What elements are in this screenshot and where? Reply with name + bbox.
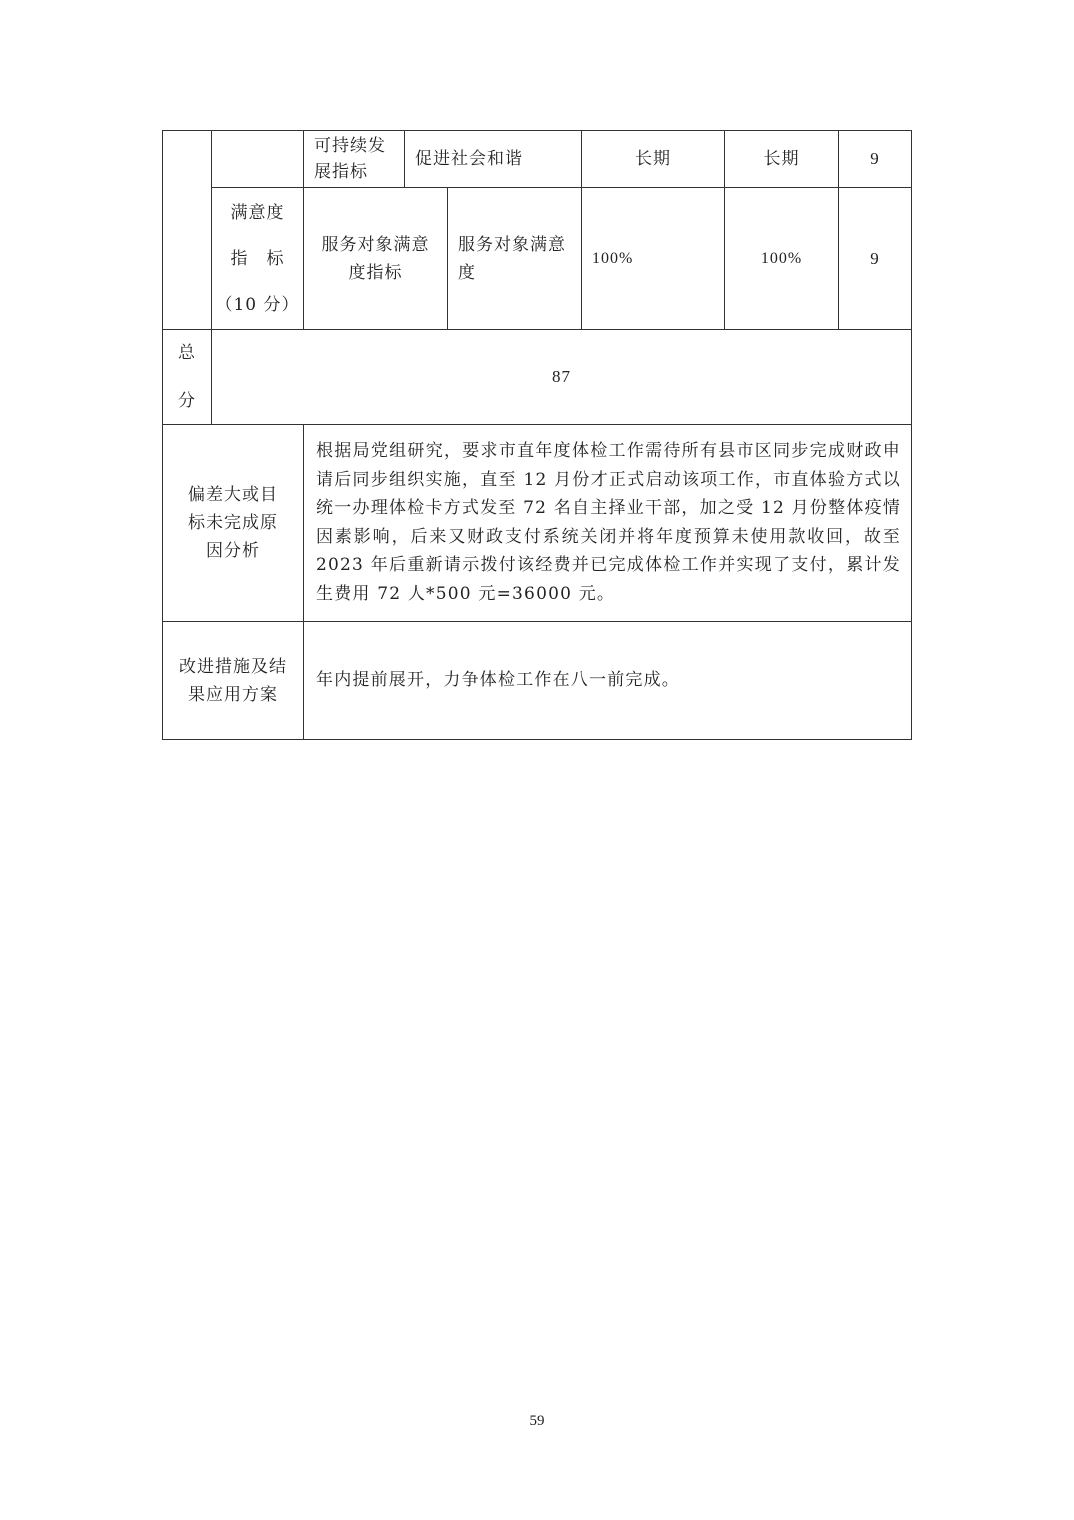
total-label-line1: 总 [178,343,196,363]
deviation-text-cell [303,424,912,622]
satisfaction-secondary-indicator-text: 服务对象满意度指标 [321,234,430,283]
target-value-cell [581,130,725,188]
improvement-text: 年内提前展开，力争体检工作在八一前完成。 [316,670,680,690]
improvement-text-cell [303,621,912,740]
total-score-value: 87 [552,367,571,386]
satisfaction-primary-indicator-cell [211,187,304,330]
deviation-label: 偏差大或目标未完成原因分析 [188,485,278,561]
satisfaction-tertiary-indicator-text: 服务对象满意度 [458,234,566,283]
total-score-cell [211,329,912,425]
page-number: 59 [529,1413,545,1429]
tertiary-indicator-cell [404,130,582,188]
satisfaction-tertiary-indicator-cell [447,187,582,330]
satisfaction-score-cell [838,187,912,330]
deviation-text: 根据局党组研究，要求市直年度体检工作需待所有县市区同步完成财政申请后同步组织实施，直至 12 月份才正式启动该项工作，市直体验方式以统一办理体检卡方式发至 72 名自主择业干部，加之受 12 月份整体疫情因素影响，后来又财政支付系统关闭并将年度预算未使用款收回，故至 2023 年后重新请示拨付该经费并已完成体检工作并实现了支付，累计发生费用 72 人*500 元=36000 元。 [316,441,901,604]
first-level-indicator-cell [162,130,212,330]
secondary-indicator-text: 可持续发展指标 [314,136,386,182]
satisfaction-score-text: 9 [870,248,880,268]
satisfaction-label-line3: （10 分） [215,294,300,315]
satisfaction-target-value-text: 100% [592,249,634,267]
primary-indicator-blank-cell [211,130,304,188]
total-label-cell [162,329,212,425]
satisfaction-actual-value-cell [724,187,839,330]
improvement-label-cell [162,621,304,740]
actual-value-text: 长期 [763,149,800,169]
score-cell [838,130,912,188]
total-label-line2: 分 [178,391,196,411]
improvement-label: 改进措施及结果应用方案 [179,656,287,705]
score-text: 9 [870,149,880,168]
actual-value-cell [724,130,839,188]
target-value-text: 长期 [635,149,671,169]
satisfaction-label-line1: 满意度 [230,202,285,223]
tertiary-indicator-text: 促进社会和谐 [415,149,523,169]
satisfaction-actual-value-text: 100% [760,249,803,267]
deviation-label-cell [162,424,304,622]
satisfaction-secondary-indicator-cell [303,187,448,330]
satisfaction-target-value-cell [581,187,725,330]
satisfaction-label-line2: 指 标 [230,248,285,269]
secondary-indicator-cell [303,130,405,188]
